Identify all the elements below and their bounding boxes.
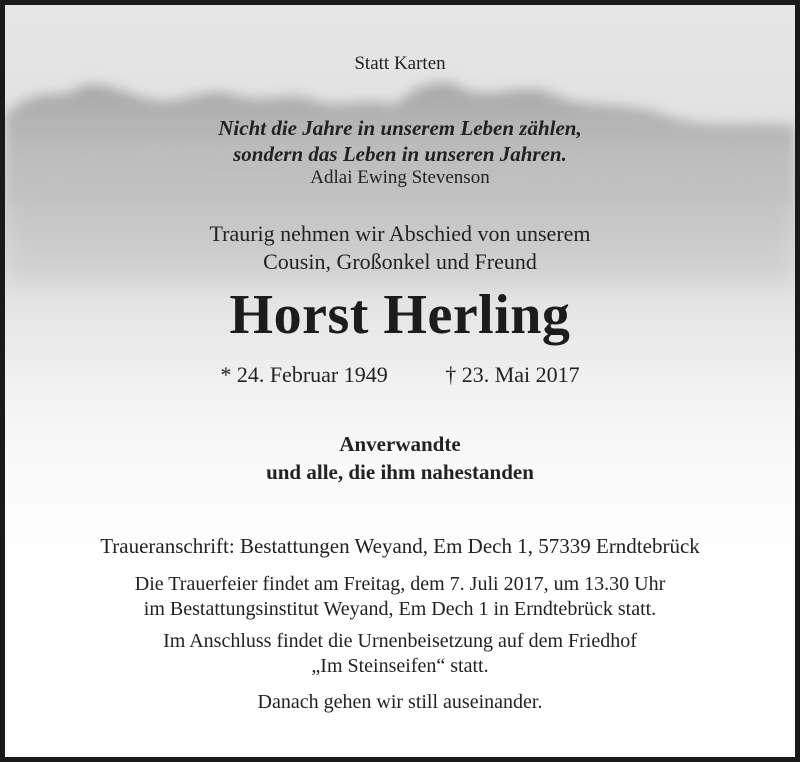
death-date: † 23. Mai 2017 [445, 362, 580, 387]
mourners-line-1: Anverwandte [339, 432, 461, 456]
life-dates [5, 362, 795, 388]
closing-line: Danach gehen wir still auseinander. [257, 691, 543, 713]
ceremony-line-2: im Bestattungsinstitut Weyand, Em Dech 1 in Erndtebrück statt. [143, 598, 657, 620]
mourners-line-2: und alle, die ihm nahestanden [266, 460, 534, 484]
intro-line-2: Cousin, Großonkel und Freund [263, 249, 537, 274]
intro-line-1: Traurig nehmen wir Abschied von unserem [209, 221, 591, 246]
quote-line-2: sondern das Leben in unseren Jahren. [233, 142, 567, 166]
quote-author: Adlai Ewing Stevenson [310, 167, 490, 188]
ceremony-line-1: Die Trauerfeier findet am Freitag, dem 7. Juli 2017, um 13.30 Uhr [134, 573, 666, 595]
statt-karten-heading: Statt Karten [354, 53, 446, 74]
quote-line-1: Nicht die Jahre in unserem Leben zählen, [218, 116, 582, 140]
condolence-address: Traueranschrift: Bestattungen Weyand, Em Dech 1, 57339 Erndtebrück [100, 534, 700, 558]
birth-date: * 24. Februar 1949 [220, 362, 388, 387]
deceased-name: Horst Herling [229, 284, 571, 346]
burial-line-1: Im Anschluss findet die Urnenbeisetzung auf dem Friedhof [163, 630, 637, 652]
burial-line-2: „Im Steinseifen“ statt. [311, 655, 489, 677]
